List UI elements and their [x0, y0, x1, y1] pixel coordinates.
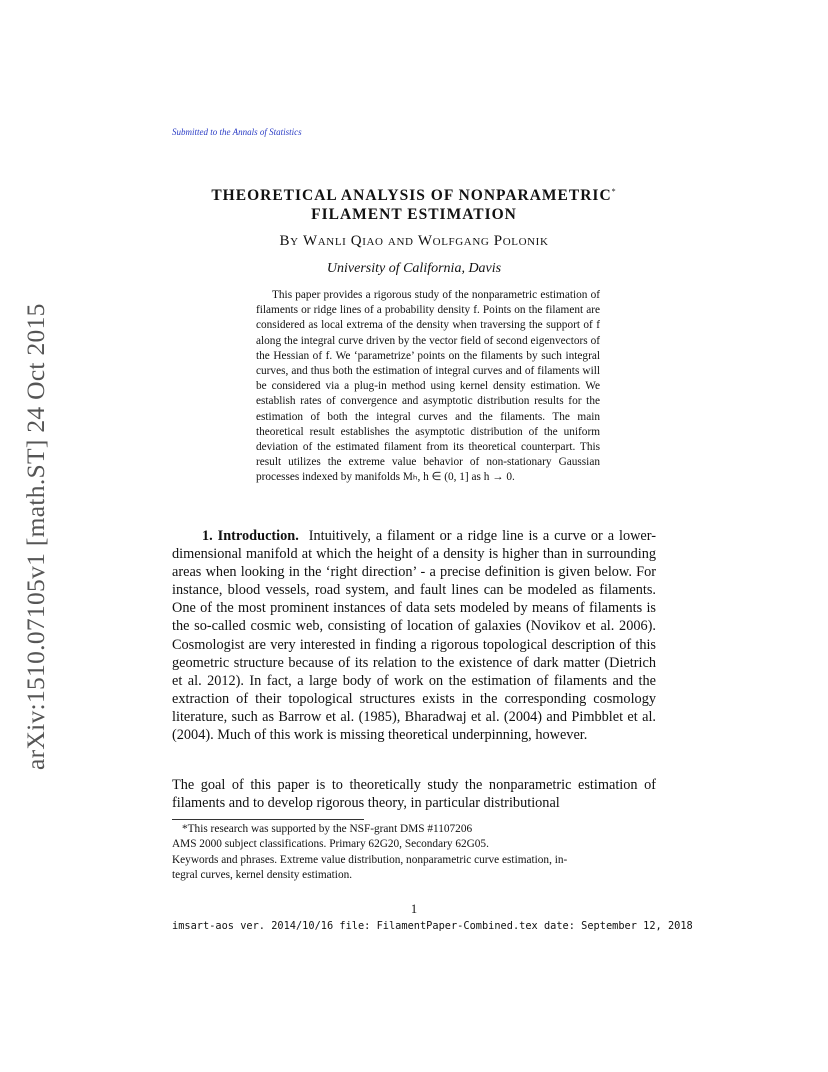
author-by: By — [279, 233, 299, 249]
arxiv-sidebar-stamp — [14, 270, 54, 770]
section-heading: 1. Introduction. — [202, 528, 299, 544]
author-and: and — [387, 233, 414, 249]
footnote-keywords-line-2: tegral curves, kernel density estimation. — [172, 868, 353, 881]
introduction-paragraph-1 — [172, 527, 656, 744]
title-line-1: THEORETICAL ANALYSIS OF NONPARAMETRIC — [211, 187, 612, 205]
introduction-paragraph-2: The goal of this paper is to theoretically study the nonparametric estimation of filaments and to develop rigorous theory, in particular distributional — [172, 777, 656, 812]
title-footnote-mark: * — [611, 187, 617, 196]
arxiv-identifier: arXiv:1510.07105v1 [math.ST] 24 Oct 2015 — [21, 303, 50, 770]
page-number: 1 — [410, 902, 418, 916]
author-line — [172, 233, 656, 250]
footnote-ams-classification: AMS 2000 subject classifications. Primary 62G20, Secondary 62G05. — [172, 838, 489, 851]
paper-title — [172, 182, 656, 224]
footnote-rule — [172, 819, 364, 820]
imsart-footer: imsart-aos ver. 2014/10/16 file: FilamentPaper-Combined.tex date: September 12, 2018 — [172, 920, 693, 932]
author-name-2: Wolfgang Polonik — [417, 233, 549, 249]
footnote-funding: *This research was supported by the NSF-grant DMS #1107206 — [182, 823, 473, 835]
introduction-text-1: Intuitively, a filament or a ridge line is a curve or a lower-dimensional manifold at which the height of a density is higher than in surrounding areas when looking in the ‘right direction’ - a precise definition is given below. For instance, blood vessels, road system, and fault lines can be modeled as filaments. One of the most prominent instances of data sets modeled by means of filaments is the so-called cosmic web, consisting of location of galaxies (Novikov et al. 2006). Cosmologist are very interested in finding a rigorous topological description of this geometric structure because of its relation to the existence of dark matter (Dietrich et al. 2012). In fact, a large body of work on the estimation of filaments and the extraction of their topological structures exists in the corresponding cosmology literature, such as Barrow et al. (1985), Bharadwaj et al. (2004) and Pimbblet et al. (2004). Much of this work is missing theoretical underpinning, however. — [172, 528, 656, 744]
title-line-2: FILAMENT ESTIMATION — [311, 206, 517, 224]
author-name-1: Wanli Qiao — [303, 233, 384, 249]
footnotes — [172, 822, 656, 883]
abstract: This paper provides a rigorous study of the nonparametric estimation of filaments or ridge lines of a probability density f. Points on the filament are considered as local extrema of the density when traversing the support of f along the integral curve driven by the vector field of second eigenvectors of the Hessian of f. We ‘parametrize’ points on the filaments by such integral curves, and thus both the estimation of integral curves and of filaments will be considered via a plug-in method using kernel density estimation. We establish rates of convergence and asymptotic distribution results for the estimation of both the integral curves and the filaments. The main theoretical result establishes the asymptotic distribution of the uniform deviation of the estimated filament from its theoretical counterpart. This result utilizes the extreme value behavior of non-stationary Gaussian processes indexed by manifolds Mₕ, h ∈ (0, 1] as h → 0. — [256, 289, 600, 484]
footnote-keywords-line-1: Keywords and phrases. Extreme value distribution, nonparametric curve estimation, in- — [172, 853, 568, 866]
journal-header[interactable]: Submitted to the Annals of Statistics — [172, 127, 302, 137]
affiliation: University of California, Davis — [326, 261, 502, 276]
